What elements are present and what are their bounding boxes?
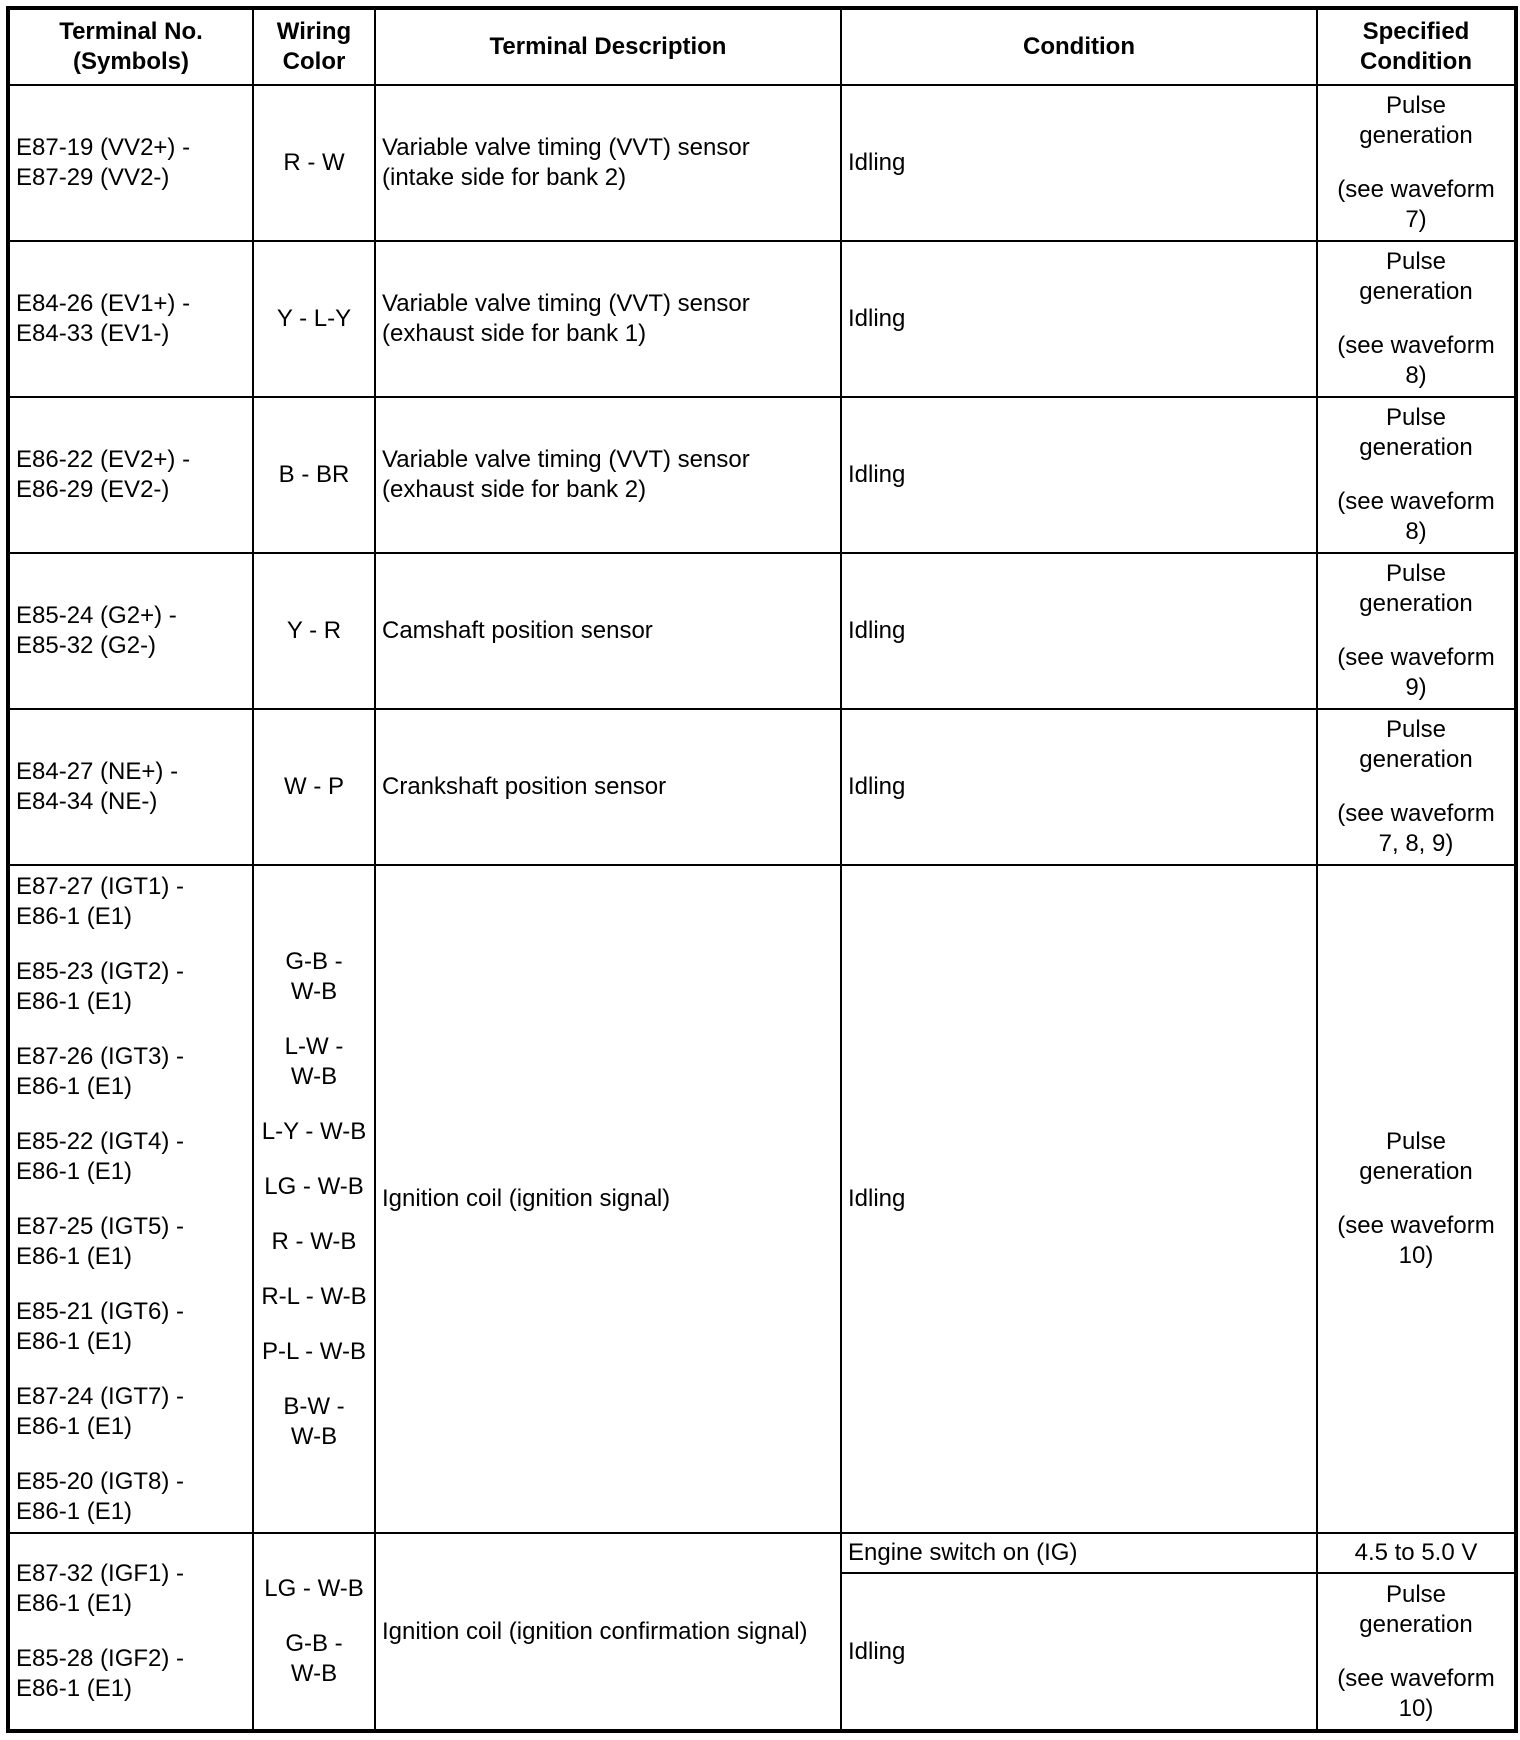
- header-row: [8, 8, 1516, 85]
- header-wiring-color: Wiring Color: [253, 8, 375, 85]
- table-row: [8, 85, 1516, 241]
- condition-cell: Idling: [841, 553, 1317, 709]
- terminal-cell: E84-26 (EV1+) - E84-33 (EV1-): [8, 241, 253, 397]
- header-terminal-description: Terminal Description: [375, 8, 841, 85]
- wiring-cell: LG - W-B G-B - W-B: [253, 1533, 375, 1731]
- condition-cell: Idling: [841, 241, 1317, 397]
- terminal-cell: E84-27 (NE+) - E84-34 (NE-): [8, 709, 253, 865]
- description-cell: Crankshaft position sensor: [375, 709, 841, 865]
- condition-cell: Idling: [841, 397, 1317, 553]
- description-cell: Variable valve timing (VVT) sensor (intake side for bank 2): [375, 85, 841, 241]
- specified-cell: Pulse generation (see waveform 8): [1317, 241, 1516, 397]
- header-condition: Condition: [841, 8, 1317, 85]
- table-row: [8, 553, 1516, 709]
- table-row: [8, 241, 1516, 397]
- specified-cell: Pulse generation (see waveform 9): [1317, 553, 1516, 709]
- specified-cell: Pulse generation (see waveform 8): [1317, 397, 1516, 553]
- wiring-cell: R - W: [253, 85, 375, 241]
- header-terminal: Terminal No. (Symbols): [8, 8, 253, 85]
- terminal-cell: E86-22 (EV2+) - E86-29 (EV2-): [8, 397, 253, 553]
- description-cell: Ignition coil (ignition signal): [375, 865, 841, 1533]
- condition-cell: Idling: [841, 85, 1317, 241]
- specified-cell: Pulse generation (see waveform 7, 8, 9): [1317, 709, 1516, 865]
- wiring-cell: W - P: [253, 709, 375, 865]
- terminal-cell: E87-19 (VV2+) - E87-29 (VV2-): [8, 85, 253, 241]
- terminal-spec-table: [6, 6, 1518, 1733]
- wiring-cell: Y - L-Y: [253, 241, 375, 397]
- header-specified-condition: Specified Condition: [1317, 8, 1516, 85]
- condition-cell: Idling: [841, 709, 1317, 865]
- condition-cell: Idling: [841, 1573, 1317, 1731]
- specified-cell: Pulse generation (see waveform 10): [1317, 1573, 1516, 1731]
- terminal-cell: E87-27 (IGT1) - E86-1 (E1) E85-23 (IGT2) - E86-1 (E1) E87-26 (IGT3) - E86-1 (E1) E85-22 (IGT4) - E86-1 (E1) E87-25 (IGT5) - E86-1 (E1) E85-21 (IGT6) - E86-1 (E1) E87-24 (IGT7) - E86-1 (E1) E85-20 (IGT8) - E86-1 (E1): [8, 865, 253, 1533]
- terminal-cell: E85-24 (G2+) - E85-32 (G2-): [8, 553, 253, 709]
- wiring-cell: G-B - W-B L-W - W-B L-Y - W-B LG - W-B R - W-B R-L - W-B P-L - W-B B-W - W-B: [253, 865, 375, 1533]
- description-cell: Variable valve timing (VVT) sensor (exhaust side for bank 1): [375, 241, 841, 397]
- table-row-ignition-signal: [8, 865, 1516, 1533]
- description-cell: Variable valve timing (VVT) sensor (exhaust side for bank 2): [375, 397, 841, 553]
- wiring-cell: B - BR: [253, 397, 375, 553]
- table-row: [8, 397, 1516, 553]
- description-cell: Camshaft position sensor: [375, 553, 841, 709]
- condition-cell: Idling: [841, 865, 1317, 1533]
- condition-cell: Engine switch on (IG): [841, 1533, 1317, 1573]
- specified-cell: Pulse generation (see waveform 10): [1317, 865, 1516, 1533]
- terminal-cell: E87-32 (IGF1) - E86-1 (E1) E85-28 (IGF2) - E86-1 (E1): [8, 1533, 253, 1731]
- specified-cell: 4.5 to 5.0 V: [1317, 1533, 1516, 1573]
- table-row: [8, 709, 1516, 865]
- specified-cell: Pulse generation (see waveform 7): [1317, 85, 1516, 241]
- wiring-cell: Y - R: [253, 553, 375, 709]
- table-row-confirmation-signal: [8, 1533, 1516, 1573]
- description-cell: Ignition coil (ignition confirmation signal): [375, 1533, 841, 1731]
